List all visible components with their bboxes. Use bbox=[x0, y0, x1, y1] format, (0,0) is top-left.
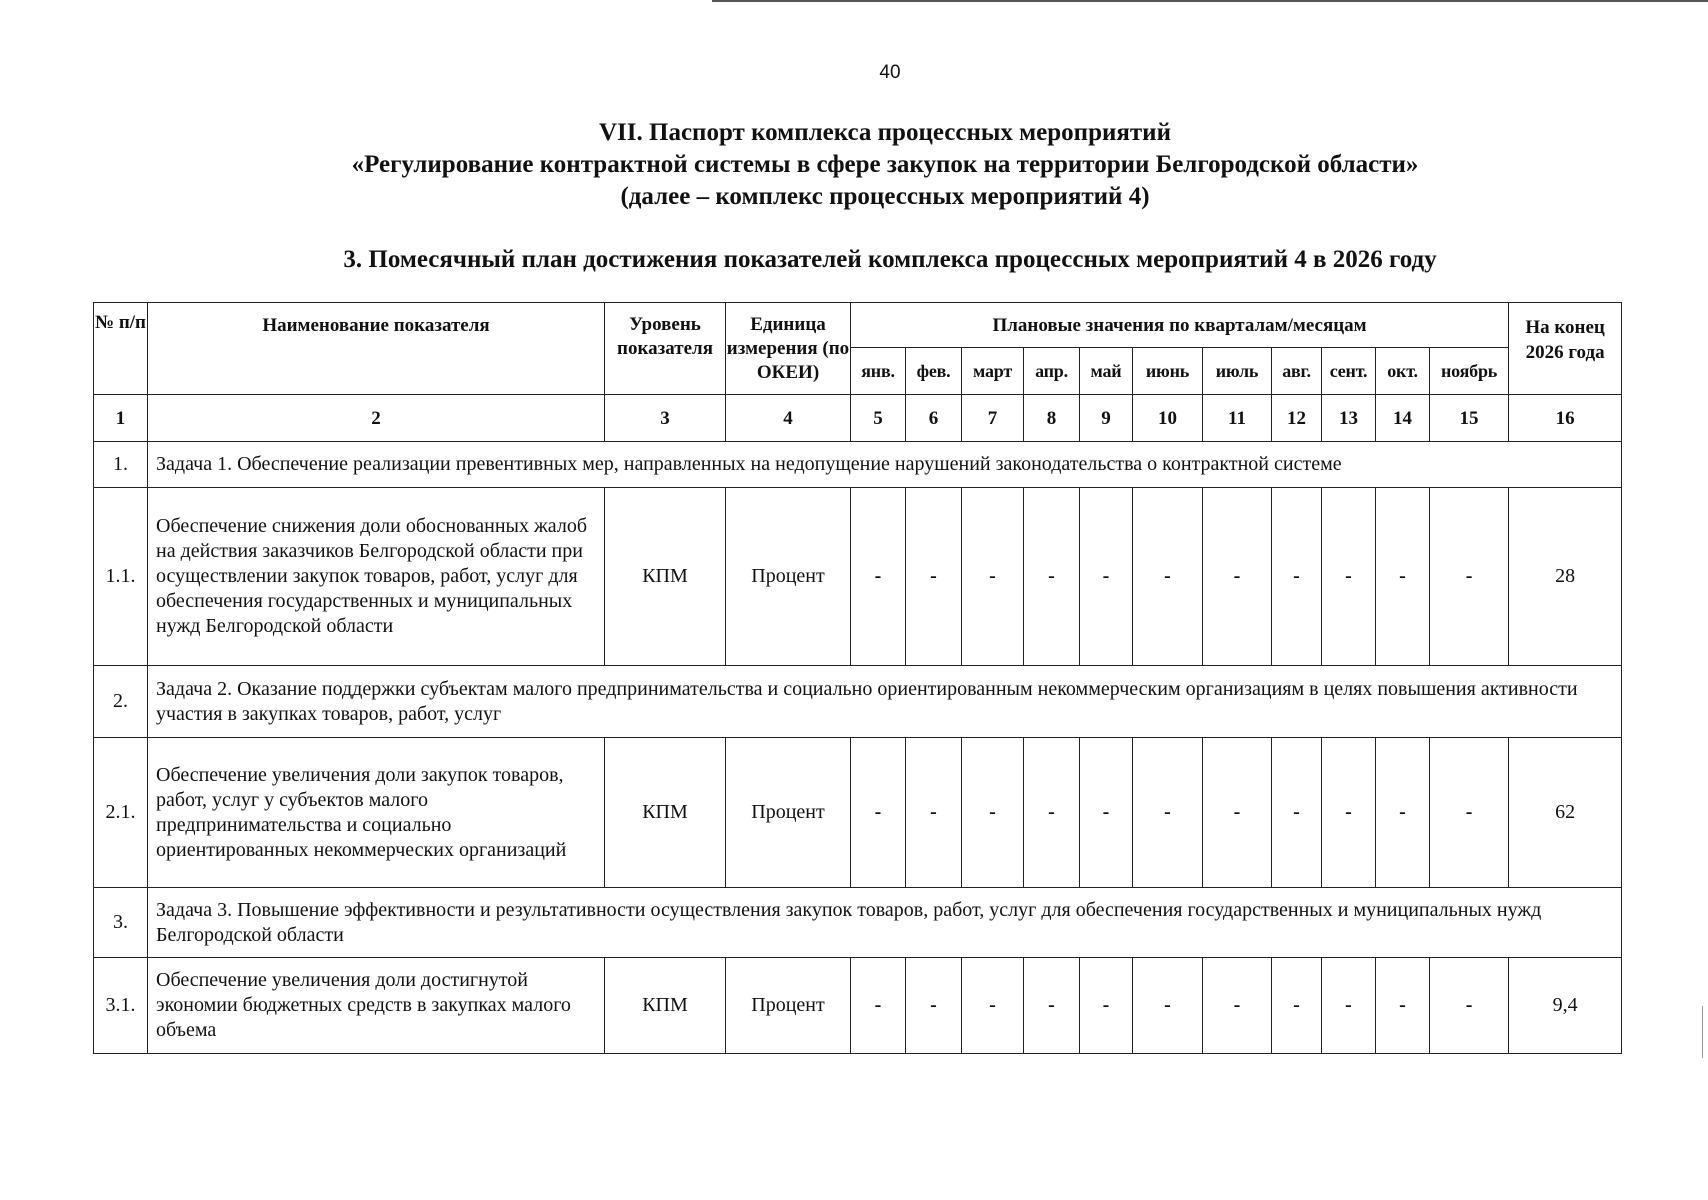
section-title: 3. Помесячный план достижения показателей комплекса процессных мероприятий 4 в 2026 году bbox=[343, 246, 1437, 273]
header-month: окт. bbox=[1376, 348, 1430, 395]
month-value: - bbox=[1080, 488, 1133, 666]
end-of-year-value: 62 bbox=[1509, 738, 1622, 888]
header-indicator-name: Наименование показателя bbox=[148, 303, 605, 395]
month-value: - bbox=[1322, 738, 1376, 888]
row-number: 2.1. bbox=[94, 738, 148, 888]
page-number: 40 bbox=[879, 62, 901, 83]
month-value: - bbox=[851, 488, 906, 666]
end-of-year-value: 9,4 bbox=[1509, 958, 1622, 1054]
indicator-row bbox=[94, 488, 1622, 666]
column-number: 11 bbox=[1203, 395, 1272, 442]
month-value: - bbox=[1430, 958, 1509, 1054]
header-month: март bbox=[962, 348, 1024, 395]
indicator-row bbox=[94, 958, 1622, 1054]
month-value: - bbox=[906, 958, 962, 1054]
header-month: ноябрь bbox=[1430, 348, 1509, 395]
month-value: - bbox=[1376, 738, 1430, 888]
month-value: - bbox=[1430, 738, 1509, 888]
header-month: апр. bbox=[1024, 348, 1080, 395]
indicator-level: КПМ bbox=[605, 958, 726, 1054]
column-number: 2 bbox=[148, 395, 605, 442]
month-value: - bbox=[1133, 488, 1203, 666]
top-edge-line bbox=[712, 0, 1708, 2]
column-number: 7 bbox=[962, 395, 1024, 442]
column-number: 16 bbox=[1509, 395, 1622, 442]
month-value: - bbox=[851, 738, 906, 888]
column-number: 9 bbox=[1080, 395, 1133, 442]
header-end-of-year: На конец 2026 года bbox=[1509, 303, 1622, 395]
title-line-2: «Регулирование контрактной системы в сфере закупок на территории Белгородской области» bbox=[351, 151, 1419, 178]
month-value: - bbox=[962, 488, 1024, 666]
column-number: 10 bbox=[1133, 395, 1203, 442]
document-title bbox=[0, 117, 1708, 213]
month-value: - bbox=[1322, 488, 1376, 666]
month-value: - bbox=[1080, 738, 1133, 888]
indicator-level: КПМ bbox=[605, 738, 726, 888]
month-value: - bbox=[1272, 958, 1322, 1054]
month-value: - bbox=[1376, 488, 1430, 666]
indicator-level: КПМ bbox=[605, 488, 726, 666]
header-number: № п/п bbox=[94, 303, 148, 395]
task-row bbox=[94, 442, 1622, 488]
column-number: 15 bbox=[1430, 395, 1509, 442]
header-unit: Единица измерения (по ОКЕИ) bbox=[726, 303, 851, 395]
month-value: - bbox=[962, 738, 1024, 888]
indicator-row bbox=[94, 738, 1622, 888]
month-value: - bbox=[962, 958, 1024, 1054]
month-value: - bbox=[1024, 958, 1080, 1054]
task-text: Задача 3. Повышение эффективности и результативности осуществления закупок товаров, работ, услуг для обеспечения государственных и муниципальных нужд Белгородской области bbox=[148, 888, 1622, 958]
column-number: 4 bbox=[726, 395, 851, 442]
task-row bbox=[94, 666, 1622, 738]
month-value: - bbox=[1024, 738, 1080, 888]
month-value: - bbox=[1080, 958, 1133, 1054]
header-month: авг. bbox=[1272, 348, 1322, 395]
header-month: фев. bbox=[906, 348, 962, 395]
month-value: - bbox=[851, 958, 906, 1054]
row-number: 3. bbox=[94, 888, 148, 958]
indicator-unit: Процент bbox=[726, 738, 851, 888]
column-number: 6 bbox=[906, 395, 962, 442]
column-number: 8 bbox=[1024, 395, 1080, 442]
month-value: - bbox=[1272, 738, 1322, 888]
column-number: 14 bbox=[1376, 395, 1430, 442]
end-of-year-value: 28 bbox=[1509, 488, 1622, 666]
month-value: - bbox=[906, 738, 962, 888]
monthly-plan-table bbox=[93, 302, 1622, 1054]
row-number: 3.1. bbox=[94, 958, 148, 1054]
month-value: - bbox=[1133, 738, 1203, 888]
indicator-unit: Процент bbox=[726, 488, 851, 666]
task-row bbox=[94, 888, 1622, 958]
column-number-row bbox=[94, 395, 1622, 442]
header-month: янв. bbox=[851, 348, 906, 395]
header-month: сент. bbox=[1322, 348, 1376, 395]
scan-edge-mark bbox=[1702, 1006, 1703, 1058]
header-month: май bbox=[1080, 348, 1133, 395]
column-number: 1 bbox=[94, 395, 148, 442]
column-number: 3 bbox=[605, 395, 726, 442]
month-value: - bbox=[1203, 738, 1272, 888]
header-planned-values: Плановые значения по кварталам/месяцам bbox=[851, 303, 1509, 348]
indicator-name: Обеспечение снижения доли обоснованных жалоб на действия заказчиков Белгородской области при осуществлении закупок товаров, работ, услуг для обеспечения государственных и муниципальных нужд Белгородской области bbox=[148, 488, 605, 666]
month-value: - bbox=[1376, 958, 1430, 1054]
month-value: - bbox=[1024, 488, 1080, 666]
month-value: - bbox=[1203, 488, 1272, 666]
month-value: - bbox=[906, 488, 962, 666]
column-number: 5 bbox=[851, 395, 906, 442]
month-value: - bbox=[1272, 488, 1322, 666]
month-value: - bbox=[1203, 958, 1272, 1054]
column-number: 13 bbox=[1322, 395, 1376, 442]
header-level: Уровень показателя bbox=[605, 303, 726, 395]
indicator-unit: Процент bbox=[726, 958, 851, 1054]
header-month: июнь bbox=[1133, 348, 1203, 395]
month-value: - bbox=[1133, 958, 1203, 1054]
task-text: Задача 2. Оказание поддержки субъектам малого предпринимательства и социально ориентированным некоммерческим организациям в целях повышения активности участия в закупках товаров, работ, услуг bbox=[148, 666, 1622, 738]
row-number: 1.1. bbox=[94, 488, 148, 666]
indicator-name: Обеспечение увеличения доли достигнутой экономии бюджетных средств в закупках малого объема bbox=[148, 958, 605, 1054]
month-value: - bbox=[1322, 958, 1376, 1054]
title-line-3: (далее – комплекс процессных мероприятий 4) bbox=[620, 183, 1150, 210]
column-number: 12 bbox=[1272, 395, 1322, 442]
row-number: 2. bbox=[94, 666, 148, 738]
indicator-name: Обеспечение увеличения доли закупок товаров, работ, услуг у субъектов малого предпринимательства и социально ориентированных некоммерческих организаций bbox=[148, 738, 605, 888]
header-month: июль bbox=[1203, 348, 1272, 395]
task-text: Задача 1. Обеспечение реализации превентивных мер, направленных на недопущение нарушений законодательства о контрактной системе bbox=[148, 442, 1622, 488]
row-number: 1. bbox=[94, 442, 148, 488]
month-value: - bbox=[1430, 488, 1509, 666]
title-line-1: VII. Паспорт комплекса процессных мероприятий bbox=[599, 119, 1171, 146]
